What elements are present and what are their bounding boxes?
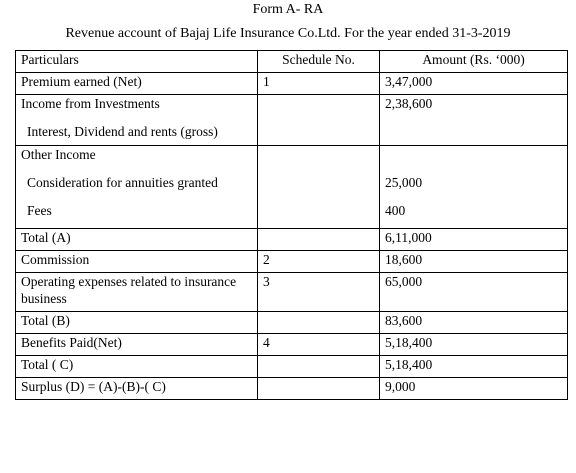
total-a-schedule (258, 229, 380, 251)
benefits-schedule: 4 (258, 334, 380, 356)
commission-schedule: 2 (258, 251, 380, 273)
table-row-commission (16, 251, 568, 273)
table-row-benefits (16, 334, 568, 356)
table-header-row (16, 51, 568, 73)
surplus-particulars: Surplus (D) = (A)-(B)-( C) (16, 378, 258, 400)
total-a-amount: 6,11,000 (380, 229, 568, 251)
other-income-amount-cell (380, 146, 568, 229)
table-row-total-c (16, 356, 568, 378)
table-row-total-a (16, 229, 568, 251)
investments-amount: 2,38,600 (380, 95, 568, 146)
annuities-particulars: Consideration for annuities granted (27, 175, 218, 190)
opex-amount: 65,000 (380, 273, 568, 312)
fees-particulars: Fees (27, 203, 52, 218)
table-row-surplus (16, 378, 568, 400)
annuities-amount: 25,000 (385, 175, 423, 190)
fees-amount: 400 (385, 203, 406, 218)
total-b-amount: 83,600 (380, 312, 568, 334)
revenue-account-table (15, 50, 568, 400)
header-schedule: Schedule No. (258, 51, 380, 73)
investments-particulars: Income from Investments (21, 96, 160, 111)
header-amount: Amount (Rs. ‘000) (380, 51, 568, 73)
commission-particulars: Commission (16, 251, 258, 273)
total-b-particulars: Total (B) (16, 312, 258, 334)
opex-particulars: Operating expenses related to insurance business (16, 273, 258, 312)
statement-title: Revenue account of Bajaj Life Insurance Co.Ltd. For the year ended 31-3-2019 (65, 26, 511, 41)
other-income-particulars: Other Income (21, 147, 96, 162)
opex-schedule: 3 (258, 273, 380, 312)
total-c-schedule (258, 356, 380, 378)
table-row-opex (16, 273, 568, 312)
surplus-amount: 9,000 (380, 378, 568, 400)
header-particulars: Particulars (16, 51, 258, 73)
table-row-premium (16, 73, 568, 95)
benefits-particulars: Benefits Paid(Net) (16, 334, 258, 356)
investments-schedule (258, 95, 380, 146)
benefits-amount: 5,18,400 (380, 334, 568, 356)
form-title: Form A- RA (252, 2, 324, 17)
other-income-particulars-cell (16, 146, 258, 229)
other-income-schedule (258, 146, 380, 229)
table-row-total-b (16, 312, 568, 334)
commission-amount: 18,600 (380, 251, 568, 273)
total-c-amount: 5,18,400 (380, 356, 568, 378)
table-row-investments (16, 95, 568, 146)
investments-particulars-cell (16, 95, 258, 146)
surplus-schedule (258, 378, 380, 400)
premium-particulars: Premium earned (Net) (16, 73, 258, 95)
table-row-other-income (16, 146, 568, 229)
investments-sub-particulars: Interest, Dividend and rents (gross) (27, 124, 218, 139)
premium-amount: 3,47,000 (380, 73, 568, 95)
premium-schedule: 1 (258, 73, 380, 95)
total-b-schedule (258, 312, 380, 334)
total-a-particulars: Total (A) (16, 229, 258, 251)
total-c-particulars: Total ( C) (16, 356, 258, 378)
